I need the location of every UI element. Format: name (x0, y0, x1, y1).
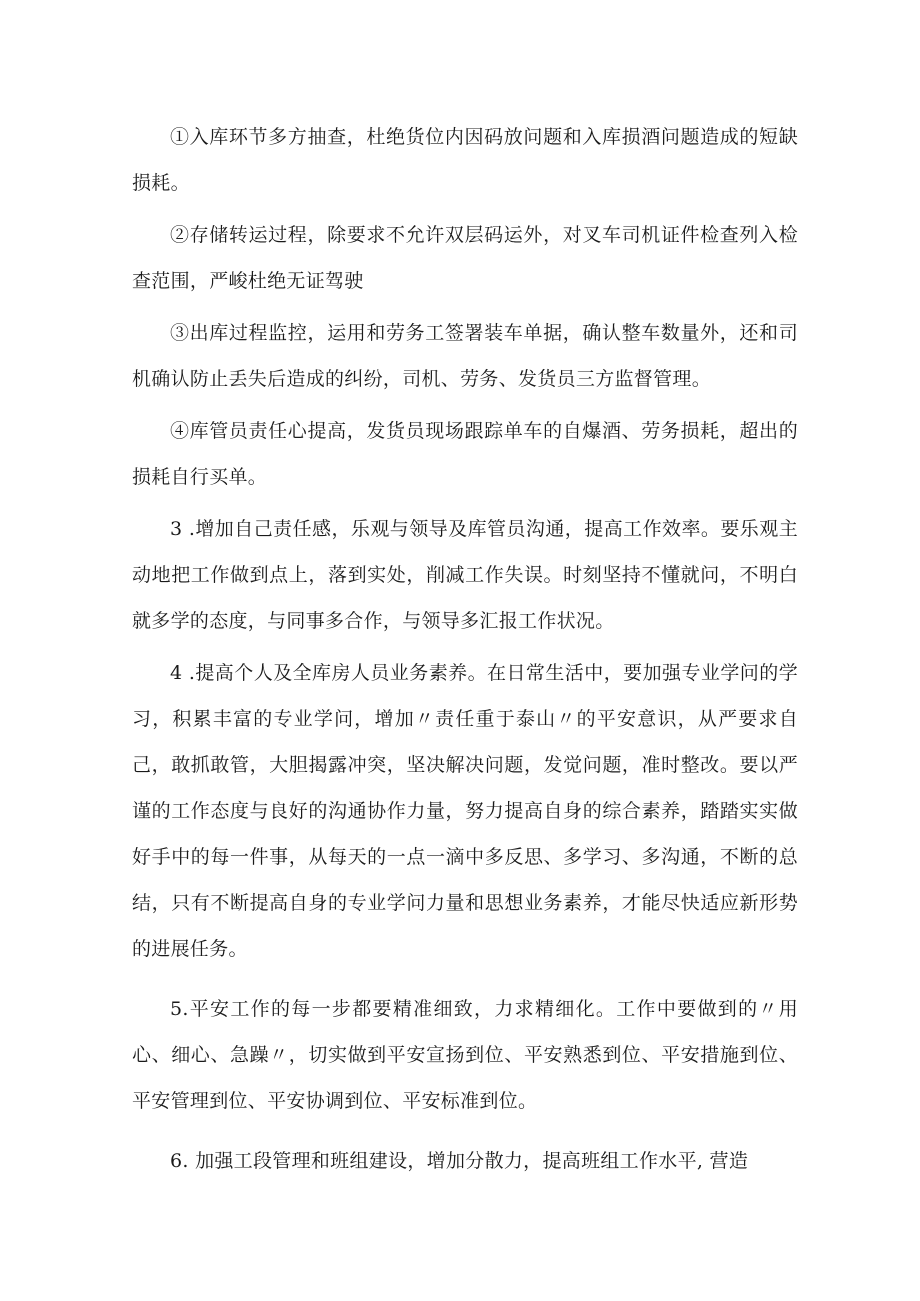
paragraph-item-4: 4 .提高个人及全库房人员业务素养。在日常生活中，要加强专业学问的学习，积累丰富的专业学问，增加〃责任重于泰山〃的平安意识，从严要求自己，敢抓敢管，大胆揭露冲突，坚决解决问题，发觉问题，准时整改。要以严谨的工作态度与良好的沟通协作力量，努力提高自身的综合素养，踏踏实实做好手中的每一件事，从每天的一点一滴中多反思、多学习、多沟通，不断的总结，只有不断提高自身的专业学问力量和思想业务素养，才能尽快适应新形势的进展任务。 (132, 662, 798, 960)
paragraph-storage-transfer: ②存储转运过程，除要求不允许双层码运外，对叉车司机证件检查列入检查范围，严峻杜绝无证驾驶 (132, 224, 798, 292)
paragraph-item-6: 6. 加强工段管理和班组建设，增加分散力，提高班组工作水平, 营造 (170, 1150, 749, 1172)
paragraph-outbound-monitoring: ③出库过程监控，运用和劳务工签署装车单据，确认整车数量外，还和司机确认防止丢失后造成的纠纷，司机、劳务、发货员三方监督管理。 (132, 322, 798, 390)
document-body (132, 114, 798, 1184)
paragraph-item-3: 3 .增加自己责任感，乐观与领导及库管员沟通，提高工作效率。要乐观主动地把工作做到点上，落到实处，削减工作失误。时刻坚持不懂就问，不明白就多学的态度，与同事多合作，与领导多汇报工作状况。 (132, 518, 798, 632)
paragraph-item-5: 5.平安工作的每一步都要精准细致，力求精细化。工作中要做到的〃用心、细心、急躁〃，切实做到平安宣扬到位、平安熟悉到位、平安措施到位、平安管理到位、平安协调到位、平安标准到位。 (132, 998, 798, 1112)
paragraph-inbound-check: ①入库环节多方抽查，杜绝货位内因码放问题和入库损酒问题造成的短缺损耗。 (132, 126, 798, 194)
paragraph-keeper-responsibility: ④库管员责任心提高，发货员现场跟踪单车的自爆酒、劳务损耗，超出的损耗自行买单。 (132, 420, 798, 488)
